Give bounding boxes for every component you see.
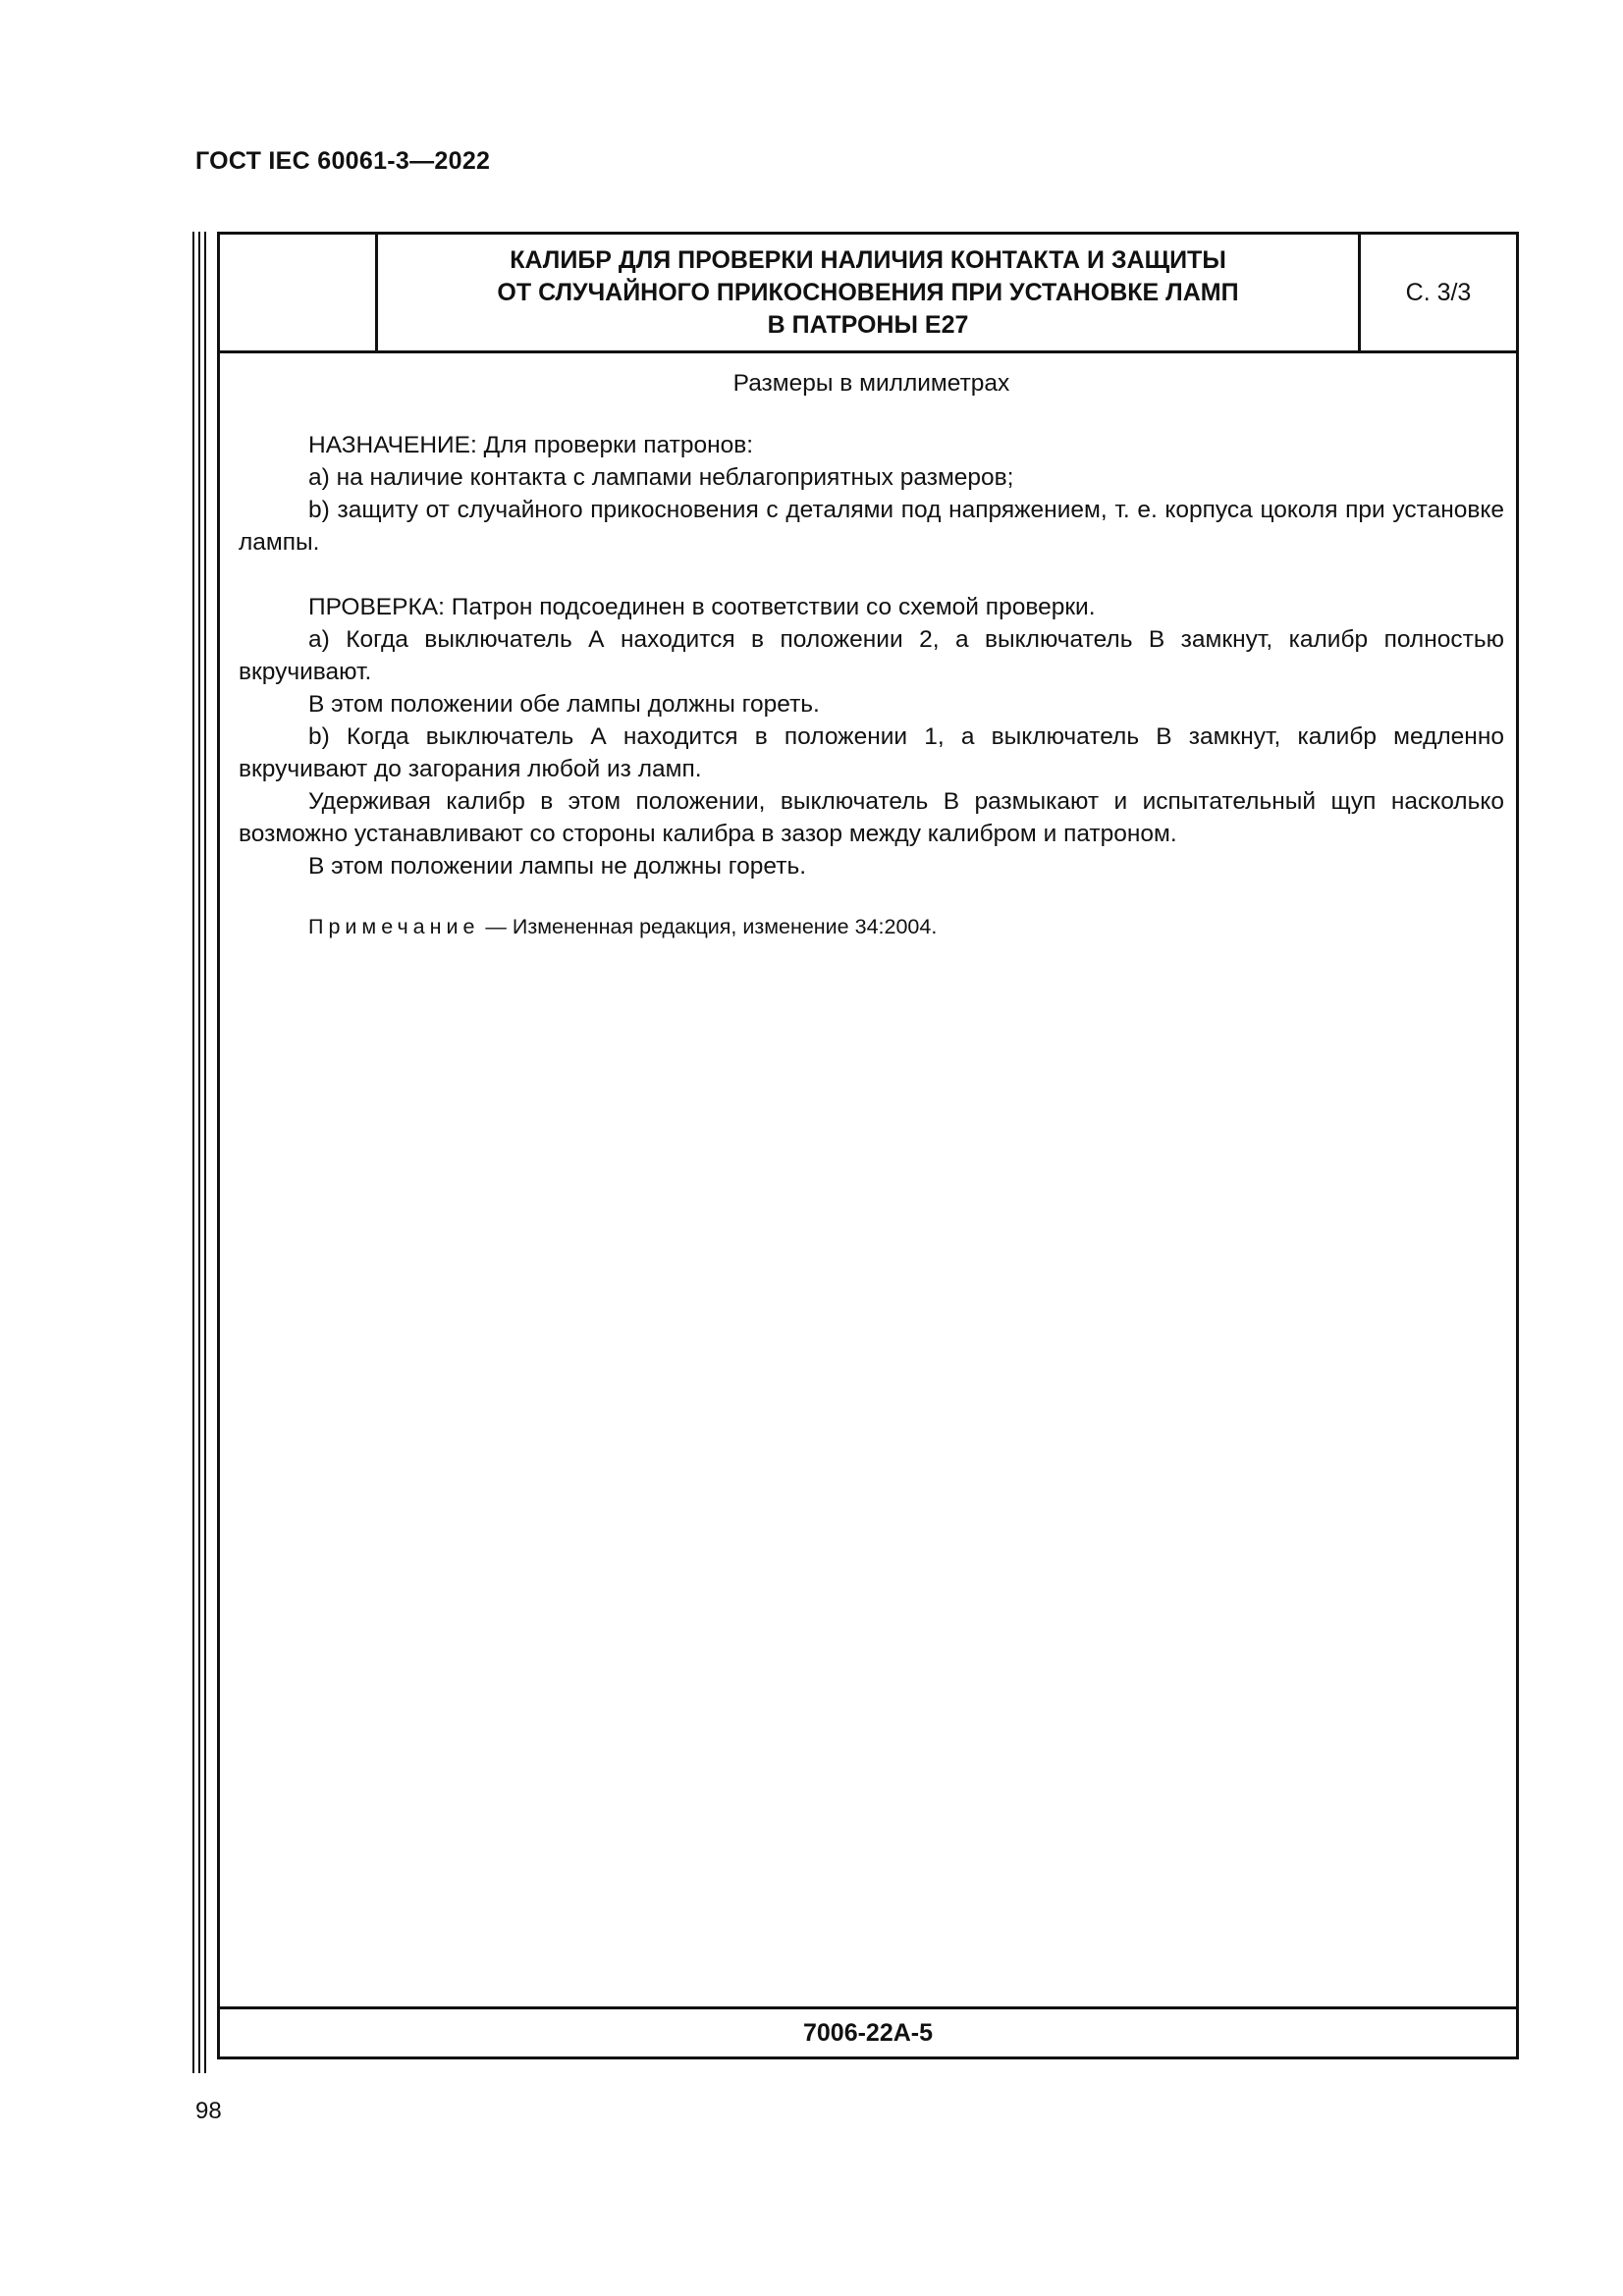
check-item-b: b) Когда выключатель А находится в положении 1, а выключатель В замкнут, калибр медленно вкручивают до загорания любой из ламп.	[239, 723, 1504, 782]
check-item-b-result: В этом положении лампы не должны гореть.	[308, 853, 807, 880]
check-item-b-probe: Удерживая калибр в этом положении, выключатель В размыкают и испытательный щуп насколько возможно устанавливают со стороны калибра в зазор между калибром и патроном.	[239, 788, 1504, 847]
title-left-cell	[220, 235, 378, 350]
purpose-item-a: а) на наличие контакта с лампами неблагоприятных размеров;	[308, 464, 1014, 491]
sheet-title-line: В ПАТРОНЫ Е27	[767, 310, 969, 339]
check-item-a-result: В этом положении обе лампы должны гореть.	[308, 691, 820, 718]
note-text: — Измененная редакция, изменение 34:2004.	[479, 915, 938, 938]
check-item-a: а) Когда выключатель А находится в положении 2, а выключатель В замкнут, калибр полностью вкручивают.	[239, 626, 1504, 685]
sheet-frame	[217, 232, 1519, 2059]
left-margin-line	[198, 232, 200, 2073]
title-block	[220, 235, 1516, 353]
units-caption: Размеры в миллиметрах	[732, 370, 1010, 397]
sheet-title-line: ОТ СЛУЧАЙНОГО ПРИКОСНОВЕНИЯ ПРИ УСТАНОВКЕ ЛАМП	[497, 278, 1239, 306]
document-header: ГОСТ IEC 60061-3—2022	[195, 147, 491, 175]
purpose-heading: НАЗНАЧЕНИЕ: Для проверки патронов:	[308, 432, 754, 458]
purpose-item-b: b) защиту от случайного прикосновения с деталями под напряжением, т. е. корпуса цоколя при установке лампы.	[239, 497, 1504, 556]
left-margin-line	[192, 232, 194, 2073]
left-margin-line	[204, 232, 206, 2073]
sheet-title	[378, 235, 1358, 350]
note-label: Примечание	[308, 915, 480, 938]
sheet-number: С. 3/3	[1358, 235, 1516, 350]
check-heading: ПРОВЕРКА: Патрон подсоединен в соответствии со схемой проверки.	[308, 594, 1096, 620]
paragraph-gap	[239, 559, 1504, 591]
sheet-title-line: КАЛИБР ДЛЯ ПРОВЕРКИ НАЛИЧИЯ КОНТАКТА И ЗАЩИТЫ	[510, 245, 1226, 274]
note	[239, 912, 1504, 941]
page-number: 98	[195, 2098, 222, 2124]
sheet-content	[239, 367, 1504, 941]
sheet-code: 7006-22А-5	[220, 2006, 1516, 2056]
